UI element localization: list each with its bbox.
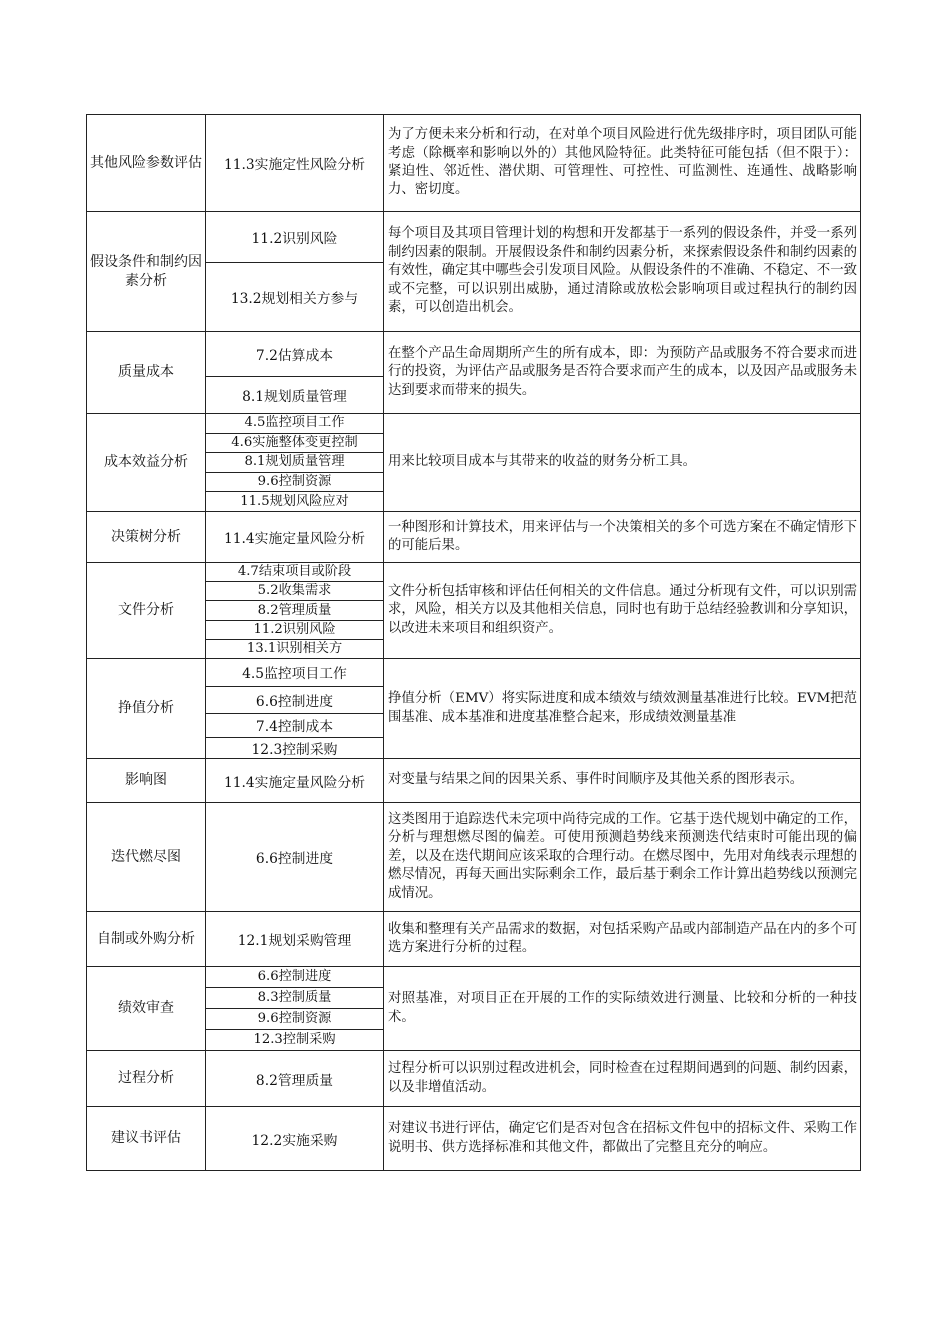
- process-item: 9.6控制资源: [206, 472, 383, 492]
- description-cell: [384, 1051, 860, 1106]
- process-item: 7.4控制成本: [206, 713, 383, 737]
- table-row: [86, 967, 861, 1051]
- process-item: 8.1规划质量管理: [206, 452, 383, 472]
- description-cell: [384, 803, 860, 911]
- process-cell: [206, 1051, 384, 1106]
- process-item: 8.3控制质量: [206, 987, 383, 1008]
- description-cell: [384, 1107, 860, 1170]
- description-cell: [384, 414, 860, 511]
- table-row: [86, 332, 861, 414]
- analysis-table: [86, 114, 861, 1171]
- description-cell: [384, 512, 860, 562]
- process-cell: [206, 759, 384, 802]
- description-text: 收集和整理有关产品需求的数据，对包括采购产品或内部制造产品在内的多个可选方案进行分析的过程。: [388, 921, 857, 955]
- process-item: 8.2管理质量: [206, 600, 383, 619]
- tool-name-cell: 决策树分析: [87, 512, 206, 562]
- description-text: 文件分析包括审核和评估任何相关的文件信息。通过分析现有文件，可以识别需求，风险，相关方以及其他相关信息，同时也有助于总结经验教训和分享知识，以改进未来项目和组织资产。: [388, 583, 857, 636]
- process-item: 11.2识别风险: [251, 231, 338, 248]
- process-item: 13.1识别相关方: [206, 639, 383, 658]
- process-item: 11.4实施定量风险分析: [223, 774, 366, 791]
- process-item: 12.3控制采购: [206, 1029, 383, 1050]
- description-cell: [384, 115, 860, 211]
- process-item: 6.6控制进度: [206, 686, 383, 713]
- process-item: 11.4实施定量风险分析: [223, 531, 366, 547]
- process-cell: [206, 115, 384, 211]
- process-item: 13.2规划相关方参与: [206, 262, 383, 331]
- process-item: 4.5监控项目工作: [244, 415, 345, 431]
- description-cell: [384, 912, 860, 966]
- process-cell: [206, 912, 384, 966]
- process-item: 12.2实施采购: [251, 1132, 338, 1149]
- process-item: 6.6控制进度: [257, 969, 332, 984]
- process-cell: [206, 414, 384, 511]
- description-cell: [384, 332, 860, 413]
- process-item: 8.1规划质量管理: [206, 376, 383, 413]
- process-item: 9.6控制资源: [206, 1008, 383, 1029]
- description-cell: [384, 659, 860, 758]
- description-text: 对变量与结果之间的因果关系、事件时间顺序及其他关系的图形表示。: [388, 772, 804, 788]
- table-row: [86, 563, 861, 659]
- table-row: [86, 759, 861, 803]
- process-item: 5.2收集需求: [206, 581, 383, 600]
- table-row: [86, 1051, 861, 1107]
- description-text: 一种图形和计算技术，用来评估与一个决策相关的多个可选方案在不确定情形下的可能后果。: [388, 519, 857, 553]
- process-item: 4.6实施整体变更控制: [206, 433, 383, 453]
- description-text: 这类图用于追踪迭代未完项中尚待完成的工作。它基于迭代规划中确定的工作，分析与理想燃尽图的偏差。可使用预测趋势线来预测迭代结束时可能出现的偏差，以及在迭代期间应该采取的合理行动。在燃尽图中，先用对角线表示理想的燃尽情况，再每天画出实际剩余工作，最后基于剩余工作计算出趋势线以预测完成情况。: [388, 811, 857, 901]
- tool-name-cell: 挣值分析: [87, 659, 206, 758]
- table-row: [86, 512, 861, 563]
- description-text: 挣值分析（EMV）将实际进度和成本绩效与绩效测量基准进行比较。EVM把范围基准、成本基准和进度基准整合起来，形成绩效测量基准: [388, 691, 857, 725]
- process-item: 12.1规划采购管理: [237, 933, 352, 949]
- tool-name-cell: 其他风险参数评估: [87, 115, 206, 211]
- tool-name-cell: 影响图: [87, 759, 206, 802]
- process-cell: [206, 332, 384, 413]
- description-text: 对照基准，对项目正在开展的工作的实际绩效进行测量、比较和分析的一种技术。: [388, 991, 857, 1025]
- tool-name-cell: 文件分析: [87, 563, 206, 658]
- description-cell: [384, 967, 860, 1050]
- process-item: 11.3实施定性风险分析: [223, 157, 366, 173]
- process-item: 11.2识别风险: [206, 620, 383, 639]
- process-item: 6.6控制进度: [255, 851, 334, 867]
- process-item: 7.2估算成本: [255, 347, 334, 364]
- tool-name-cell: 质量成本: [87, 332, 206, 413]
- tool-name-cell: 建议书评估: [87, 1107, 206, 1170]
- process-cell: [206, 563, 384, 658]
- tool-name-cell: 过程分析: [87, 1051, 206, 1106]
- description-cell: [384, 759, 860, 802]
- table-row: [86, 1107, 861, 1171]
- process-item: 11.5规划风险应对: [206, 491, 383, 511]
- process-cell: [206, 803, 384, 911]
- tool-name-cell: 绩效审查: [87, 967, 206, 1050]
- process-cell: [206, 659, 384, 758]
- description-cell: [384, 563, 860, 658]
- description-text: 为了方便未来分析和行动，在对单个项目风险进行优先级排序时，项目团队可能考虑（除概率和影响以外的）其他风险特征。此类特征可能包括（但不限于）：紧迫性、邻近性、潜伏期、可管理性、可控性、可监测性、连通性、战略影响力、密切度。: [388, 127, 857, 198]
- description-text: 用来比较项目成本与其带来的收益的财务分析工具。: [388, 454, 696, 470]
- tool-name-cell: 迭代燃尽图: [87, 803, 206, 911]
- description-cell: [384, 212, 860, 331]
- description-text: 过程分析可以识别过程改进机会，同时检查在过程期间遇到的问题、制约因素，以及非增值活动。: [388, 1061, 857, 1095]
- tool-name-cell: 自制或外购分析: [87, 912, 206, 966]
- tool-name-cell: 假设条件和制约因素分析: [87, 212, 206, 331]
- process-cell: [206, 967, 384, 1050]
- process-cell: [206, 1107, 384, 1170]
- table-row: [86, 414, 861, 512]
- table-row: [86, 114, 861, 212]
- process-item: 12.3控制采购: [206, 737, 383, 758]
- process-item: 8.2管理质量: [255, 1072, 334, 1089]
- table-row: [86, 803, 861, 912]
- table-row: [86, 912, 861, 967]
- table-row: [86, 212, 861, 332]
- process-cell: [206, 212, 384, 331]
- process-item: 4.5监控项目工作: [242, 666, 347, 683]
- table-row: [86, 659, 861, 759]
- description-text: 对建议书进行评估，确定它们是否对包含在招标文件包中的招标文件、采购工作说明书、供方选择标准和其他文件，都做出了完整且充分的响应。: [388, 1121, 857, 1155]
- description-text: 每个项目及其项目管理计划的构想和开发都基于一系列的假设条件，并受一系列制约因素的限制。开展假设条件和制约因素分析，来探索假设条件和制约因素的有效性，确定其中哪些会引发项目风险。从假设条件的不准确、不稳定、不一致或不完整，可以识别出威胁，通过清除或放松会影响项目或过程执行的制约因素，可以创造出机会。: [388, 226, 857, 316]
- description-text: 在整个产品生命周期所产生的所有成本，即：为预防产品或服务不符合要求而进行的投资，为评估产品或服务是否符合要求而产生的成本，以及因产品或服务未达到要求而带来的损失。: [388, 345, 857, 398]
- tool-name-cell: 成本效益分析: [87, 414, 206, 511]
- process-cell: [206, 512, 384, 562]
- process-item: 4.7结束项目或阶段: [237, 564, 352, 580]
